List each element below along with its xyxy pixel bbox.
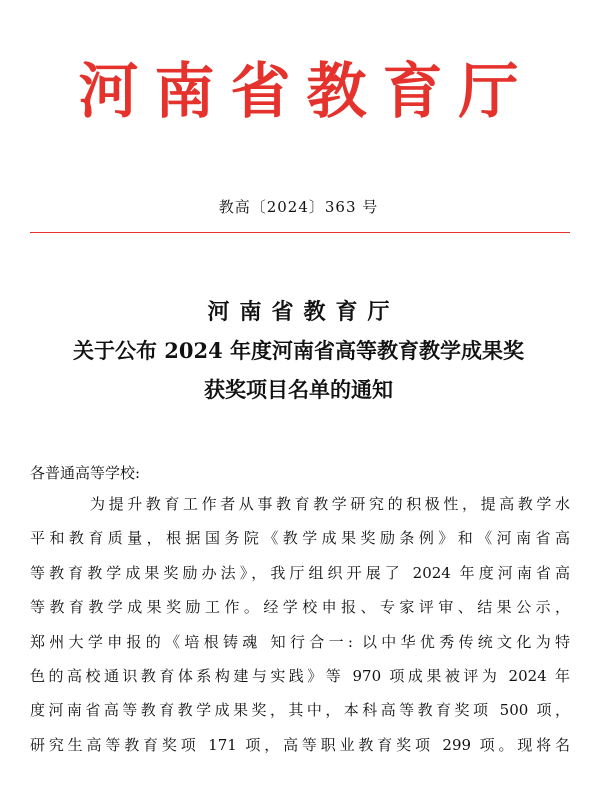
body-line: 色的高校通识教育体系构建与实践》等 970 项成果被评为 2024 年 <box>30 666 570 685</box>
title-issuer: 河南省教育厅 <box>207 299 400 325</box>
masthead-title: 河南省教育厅 <box>78 57 535 127</box>
body-line: 为提升教育工作者从事教育教学研究的积极性，提高教学水 <box>90 495 570 513</box>
title-subject: 关于公布 2024 年度河南省高等教育教学成果奖 <box>72 338 525 363</box>
body-line: 研究生高等教育奖项 171 项，高等职业教育奖项 299 项。现将名 <box>30 735 570 754</box>
body-line: 郑州大学申报的《培根铸魂 知行合一: 以中华优秀传统文化为特 <box>30 632 570 651</box>
salutation: 各普通高等学校: <box>30 464 141 482</box>
document-number: 教高〔2024〕363 号 <box>218 198 379 216</box>
body-line: 等教育教学成果奖励工作。经学校申报、专家评审、结果公示， <box>30 598 570 617</box>
body-line: 平和教育质量，根据国务院《教学成果奖励条例》和《河南省高 <box>30 529 570 548</box>
red-divider-line <box>30 232 570 233</box>
title-subject-cont: 获奖项目名单的通知 <box>204 377 393 402</box>
body-text <box>30 487 570 762</box>
body-line: 度河南省高等教育教学成果奖，其中，本科高等教育奖项 500 项， <box>30 701 570 720</box>
body-line: 等教育教学成果奖励办法》，我厅组织开展了 2024 年度河南省高 <box>30 563 570 582</box>
notice-title <box>0 292 597 410</box>
